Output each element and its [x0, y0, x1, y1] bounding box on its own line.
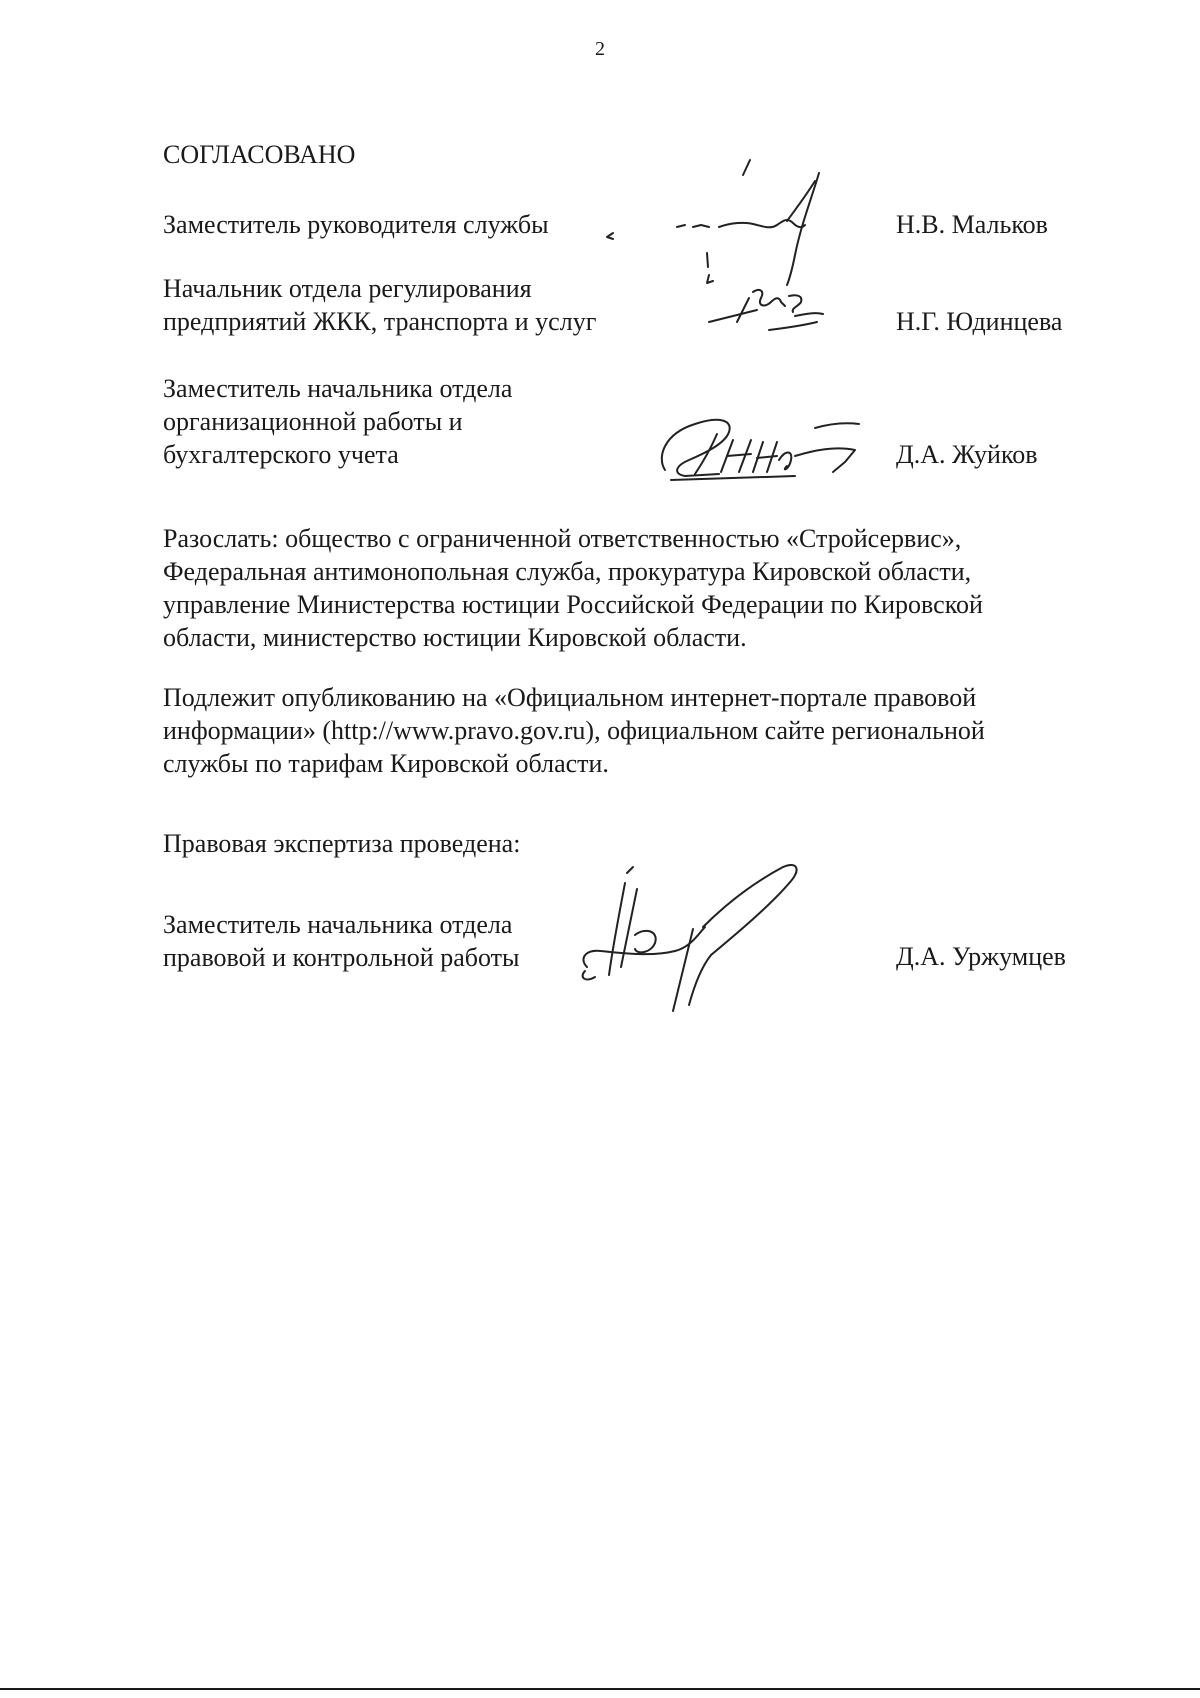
distribution-paragraph [163, 522, 1110, 654]
position-line: предприятий ЖКК, транспорта и услуг [163, 307, 597, 336]
position-line: Заместитель начальника отдела [163, 910, 513, 939]
paragraph-line: Подлежит опубликованию на «Официальном интернет-портале правовой [163, 683, 977, 712]
signatory-name: Д.А. Уржумцев [896, 942, 1066, 971]
signature-yudintseva [705, 284, 835, 344]
paragraph-line: области, министерство юстиции Кировской области. [163, 623, 747, 652]
position-line: Начальник отдела регулирования [163, 274, 532, 303]
signatory-position [163, 208, 549, 241]
approval-signatory-3 [163, 372, 512, 471]
page-number: 2 [595, 38, 605, 60]
bottom-rule [0, 1688, 1200, 1690]
paragraph-line: информации» (http://www.pravo.gov.ru), официальном сайте региональной [163, 716, 985, 745]
approval-signatory-1 [163, 208, 549, 241]
approval-signatory-2 [163, 272, 596, 338]
position-line: Заместитель руководителя службы [163, 210, 549, 239]
signature-zhuykov [655, 410, 895, 485]
paragraph-line: Разослать: общество с ограниченной ответственностью «Стройсервис», [163, 524, 962, 553]
legal-review-signatory [163, 908, 519, 974]
position-line: Заместитель начальника отдела [163, 374, 513, 403]
position-line: правовой и контрольной работы [163, 943, 520, 972]
signature-malkov [605, 155, 890, 290]
paragraph-line: Федеральная антимонопольная служба, прокуратура Кировской области, [163, 557, 972, 586]
signatory-name: Н.В. Мальков [896, 210, 1048, 239]
position-line: бухгалтерского учета [163, 440, 399, 469]
signatory-name: Н.Г. Юдинцева [896, 307, 1063, 336]
signatory-position [163, 908, 519, 974]
paragraph-line: службы по тарифам Кировской области. [163, 749, 609, 778]
signatory-position [163, 372, 512, 471]
approval-heading: СОГЛАСОВАНО [163, 140, 356, 169]
publication-paragraph [163, 681, 1110, 780]
paragraph-line: управление Министерства юстиции Российской Федерации по Кировской [163, 590, 983, 619]
signatory-position [163, 272, 596, 338]
position-line: организационной работы и [163, 407, 463, 436]
signature-urzhumtsev [575, 855, 855, 1015]
legal-review-heading: Правовая экспертиза проведена: [163, 829, 521, 858]
signatory-name: Д.А. Жуйков [896, 440, 1038, 469]
